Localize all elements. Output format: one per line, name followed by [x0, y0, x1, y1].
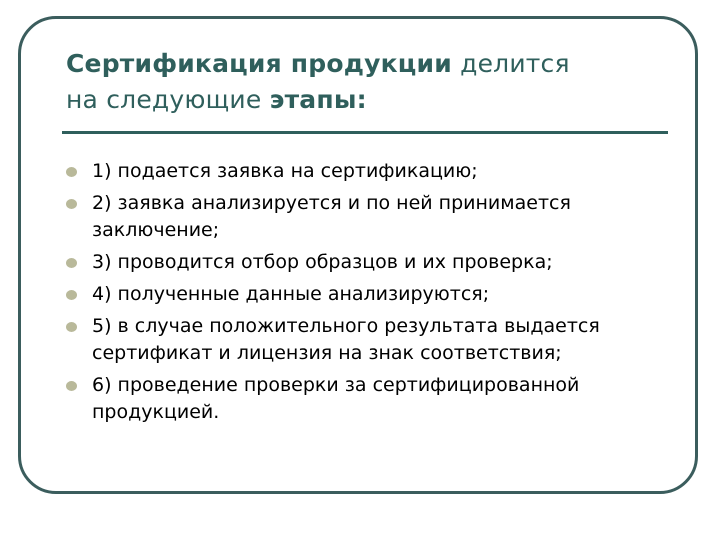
list-item-text: 6) проведение проверки за сертифицированной продукцией.: [92, 374, 580, 423]
list-item-text: 4) полученные данные анализируются;: [92, 283, 490, 305]
list-item: [66, 190, 686, 244]
title-divider: [62, 131, 668, 134]
bullet-icon: [66, 290, 77, 300]
bullet-icon: [66, 199, 77, 209]
list-item: [66, 281, 686, 308]
title-bold-part: Сертификация продукции: [66, 49, 452, 78]
stages-list: [66, 158, 686, 431]
list-item-text: 5) в случае положительного результата выдается сертификат и лицензия на знак соответствия;: [92, 315, 600, 364]
list-item: [66, 372, 686, 426]
title-normal-part-2: на следующие: [66, 85, 270, 114]
list-item-text: 2) заявка анализируется и по ней принимается заключение;: [92, 192, 571, 241]
slide-title: [66, 46, 686, 118]
list-item-text: 1) подается заявка на сертификацию;: [92, 160, 478, 182]
list-item: [66, 313, 686, 367]
list-item-text: 3) проводится отбор образцов и их проверка;: [92, 251, 553, 273]
list-item: [66, 249, 686, 276]
list-item: [66, 158, 686, 185]
bullet-icon: [66, 322, 77, 332]
bullet-icon: [66, 381, 77, 391]
bullet-icon: [66, 258, 77, 268]
title-bold-part-2: этапы:: [269, 85, 367, 114]
bullet-icon: [66, 167, 77, 177]
title-normal-part-1: делится: [451, 49, 570, 78]
